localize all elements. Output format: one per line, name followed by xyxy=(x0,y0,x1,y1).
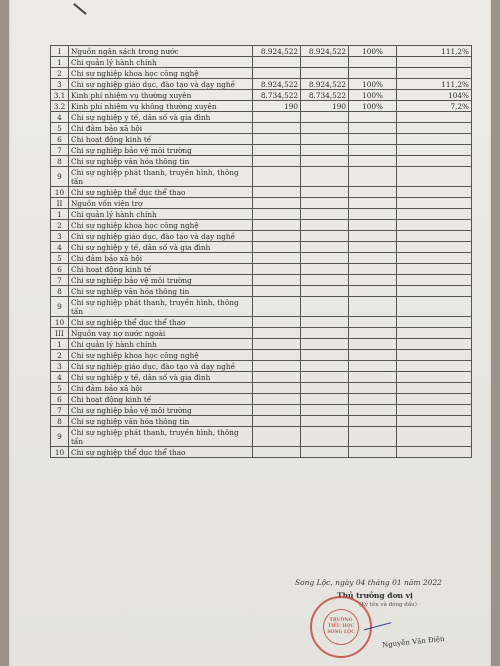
row-percent xyxy=(349,317,397,328)
row-label: Chi quản lý hành chính xyxy=(69,57,253,68)
row-value-2 xyxy=(301,416,349,427)
row-number: 5 xyxy=(51,383,69,394)
row-value-2 xyxy=(301,209,349,220)
row-percent-2 xyxy=(397,187,472,198)
table-row xyxy=(51,339,472,350)
row-label: Chi sự nghiệp bảo vệ môi trường xyxy=(69,275,253,286)
row-label: Chi quản lý hành chính xyxy=(69,339,253,350)
row-label: Chi sự nghiệp khoa học công nghệ xyxy=(69,220,253,231)
seal-text-3: SONG LỘC xyxy=(327,630,355,635)
row-value-2 xyxy=(301,317,349,328)
row-value-2 xyxy=(301,57,349,68)
row-percent-2 xyxy=(397,286,472,297)
row-percent-2 xyxy=(397,167,472,187)
row-percent-2 xyxy=(397,361,472,372)
row-label: Chi sự nghiệp phát thanh, truyền hình, thông tấn xyxy=(69,427,253,447)
row-percent xyxy=(349,231,397,242)
row-percent-2 xyxy=(397,383,472,394)
row-value-2 xyxy=(301,242,349,253)
row-label: Chi hoạt động kinh tế xyxy=(69,264,253,275)
row-percent-2 xyxy=(397,372,472,383)
table-row xyxy=(51,156,472,167)
signer-name: Nguyễn Văn Điện xyxy=(381,634,445,650)
row-label: Chi sự nghiệp y tế, dân số và gia đình xyxy=(69,112,253,123)
row-label: Chi sự nghiệp khoa học công nghệ xyxy=(69,68,253,79)
table-row xyxy=(51,46,472,57)
row-percent-2 xyxy=(397,328,472,339)
row-value-2 xyxy=(301,253,349,264)
row-value-1: 8.924,522 xyxy=(253,79,301,90)
row-number: 10 xyxy=(51,187,69,198)
row-value-1 xyxy=(253,242,301,253)
table-row xyxy=(51,275,472,286)
row-value-2 xyxy=(301,275,349,286)
row-label: Chi sự nghiệp phát thanh, truyền hình, thông tấn xyxy=(69,297,253,317)
row-percent: 100% xyxy=(349,101,397,112)
row-label: Chi sự nghiệp giáo dục, đào tạo và dạy nghề xyxy=(69,231,253,242)
row-number: 1 xyxy=(51,339,69,350)
row-value-1 xyxy=(253,123,301,134)
document-page xyxy=(10,0,490,666)
row-value-2 xyxy=(301,350,349,361)
row-percent xyxy=(349,242,397,253)
table-row xyxy=(51,112,472,123)
row-value-2 xyxy=(301,339,349,350)
table-row xyxy=(51,167,472,187)
row-percent-2 xyxy=(397,112,472,123)
row-percent-2 xyxy=(397,134,472,145)
row-percent xyxy=(349,372,397,383)
row-number: 9 xyxy=(51,297,69,317)
table-row xyxy=(51,253,472,264)
signatory-title: Thủ trưởng đơn vị xyxy=(337,591,413,600)
row-number: 2 xyxy=(51,350,69,361)
row-percent-2 xyxy=(397,447,472,458)
row-label: Chi quản lý hành chính xyxy=(69,209,253,220)
row-percent-2 xyxy=(397,405,472,416)
row-label: Chi sự nghiệp văn hóa thông tin xyxy=(69,416,253,427)
table-row xyxy=(51,317,472,328)
row-value-1 xyxy=(253,297,301,317)
row-number: 2 xyxy=(51,68,69,79)
row-value-2 xyxy=(301,68,349,79)
row-percent-2 xyxy=(397,220,472,231)
row-percent xyxy=(349,112,397,123)
row-number: 4 xyxy=(51,242,69,253)
row-value-1 xyxy=(253,134,301,145)
row-label: Chi sự nghiệp thể dục thể thao xyxy=(69,317,253,328)
row-value-1 xyxy=(253,68,301,79)
row-value-2 xyxy=(301,134,349,145)
row-percent xyxy=(349,339,397,350)
table-row xyxy=(51,198,472,209)
row-value-2 xyxy=(301,198,349,209)
table-row xyxy=(51,134,472,145)
row-number: 7 xyxy=(51,275,69,286)
row-percent-2 xyxy=(397,350,472,361)
row-percent-2 xyxy=(397,198,472,209)
row-number: 4 xyxy=(51,112,69,123)
row-label: Chi sự nghiệp phát thanh, truyền hình, thông tấn xyxy=(69,167,253,187)
row-percent-2 xyxy=(397,242,472,253)
pen-mark xyxy=(73,3,87,15)
row-value-1 xyxy=(253,372,301,383)
row-percent xyxy=(349,156,397,167)
table-row xyxy=(51,328,472,339)
row-value-2 xyxy=(301,167,349,187)
row-percent: 100% xyxy=(349,79,397,90)
row-percent-2 xyxy=(397,427,472,447)
row-percent xyxy=(349,361,397,372)
row-number: 3.1 xyxy=(51,90,69,101)
row-value-1 xyxy=(253,209,301,220)
row-value-1 xyxy=(253,187,301,198)
row-label: Chi sự nghiệp khoa học công nghệ xyxy=(69,350,253,361)
table-row xyxy=(51,286,472,297)
row-percent xyxy=(349,68,397,79)
row-value-2: 8.924,522 xyxy=(301,46,349,57)
table-row xyxy=(51,405,472,416)
row-label: Chi sự nghiệp văn hóa thông tin xyxy=(69,286,253,297)
row-label: Chi sự nghiệp giáo dục, đào tạo và dạy nghề xyxy=(69,79,253,90)
row-value-1 xyxy=(253,394,301,405)
row-value-1 xyxy=(253,405,301,416)
row-number: 4 xyxy=(51,372,69,383)
table-row xyxy=(51,350,472,361)
row-value-1: 8.734,522 xyxy=(253,90,301,101)
row-value-2 xyxy=(301,361,349,372)
row-value-2 xyxy=(301,231,349,242)
footer-date: Song Lộc, ngày 04 tháng 01 năm 2022 xyxy=(295,578,442,587)
row-percent xyxy=(349,220,397,231)
row-percent xyxy=(349,198,397,209)
row-number: I xyxy=(51,46,69,57)
row-number: 2 xyxy=(51,220,69,231)
row-number: 7 xyxy=(51,145,69,156)
row-value-1 xyxy=(253,350,301,361)
row-percent xyxy=(349,187,397,198)
row-value-1 xyxy=(253,328,301,339)
table-row xyxy=(51,394,472,405)
row-number: 7 xyxy=(51,405,69,416)
row-percent xyxy=(349,145,397,156)
row-number: 10 xyxy=(51,447,69,458)
row-percent xyxy=(349,383,397,394)
row-number: 3 xyxy=(51,79,69,90)
row-value-2 xyxy=(301,328,349,339)
row-value-1 xyxy=(253,286,301,297)
row-number: 9 xyxy=(51,167,69,187)
row-value-2 xyxy=(301,187,349,198)
row-number: 5 xyxy=(51,123,69,134)
row-percent xyxy=(349,123,397,134)
row-number: 8 xyxy=(51,286,69,297)
row-value-1: 190 xyxy=(253,101,301,112)
table-row xyxy=(51,231,472,242)
row-number: 6 xyxy=(51,134,69,145)
row-label: Chi sự nghiệp thể dục thể thao xyxy=(69,187,253,198)
row-label: Chi đảm bảo xã hội xyxy=(69,383,253,394)
table-row xyxy=(51,416,472,427)
row-percent xyxy=(349,209,397,220)
row-percent-2: 104% xyxy=(397,90,472,101)
row-value-1 xyxy=(253,264,301,275)
row-percent-2 xyxy=(397,231,472,242)
table-body xyxy=(51,46,472,458)
row-label: Nguồn vay nợ nước ngoài xyxy=(69,328,253,339)
row-value-1 xyxy=(253,112,301,123)
row-value-2: 190 xyxy=(301,101,349,112)
row-percent xyxy=(349,167,397,187)
row-percent-2 xyxy=(397,317,472,328)
table-row xyxy=(51,90,472,101)
row-percent xyxy=(349,350,397,361)
row-label: Chi đảm bảo xã hội xyxy=(69,253,253,264)
row-percent-2 xyxy=(397,339,472,350)
row-percent xyxy=(349,286,397,297)
row-percent xyxy=(349,328,397,339)
row-value-1 xyxy=(253,220,301,231)
row-percent-2 xyxy=(397,394,472,405)
row-percent-2 xyxy=(397,68,472,79)
seal-inner xyxy=(323,609,359,645)
row-percent xyxy=(349,427,397,447)
row-value-1 xyxy=(253,427,301,447)
row-percent xyxy=(349,297,397,317)
row-percent-2: 111,2% xyxy=(397,79,472,90)
table-row xyxy=(51,57,472,68)
row-value-2 xyxy=(301,383,349,394)
row-value-1 xyxy=(253,339,301,350)
row-percent-2 xyxy=(397,275,472,286)
row-value-2 xyxy=(301,220,349,231)
row-percent-2 xyxy=(397,156,472,167)
row-number: 3 xyxy=(51,231,69,242)
row-value-1 xyxy=(253,231,301,242)
row-label: Kinh phí nhiệm vụ không thường xuyên xyxy=(69,101,253,112)
row-percent-2: 111,2% xyxy=(397,46,472,57)
row-value-2 xyxy=(301,264,349,275)
row-value-2 xyxy=(301,112,349,123)
row-value-1 xyxy=(253,275,301,286)
row-number: 8 xyxy=(51,156,69,167)
row-label: Chi sự nghiệp y tế, dân số và gia đình xyxy=(69,372,253,383)
row-value-2 xyxy=(301,156,349,167)
table-row xyxy=(51,187,472,198)
row-value-2 xyxy=(301,394,349,405)
row-number: 10 xyxy=(51,317,69,328)
row-value-2 xyxy=(301,405,349,416)
row-percent-2 xyxy=(397,264,472,275)
table-row xyxy=(51,123,472,134)
row-number: 8 xyxy=(51,416,69,427)
row-percent-2 xyxy=(397,209,472,220)
row-percent: 100% xyxy=(349,90,397,101)
row-value-1 xyxy=(253,145,301,156)
row-percent xyxy=(349,416,397,427)
row-label: Chi sự nghiệp y tế, dân số và gia đình xyxy=(69,242,253,253)
row-value-1 xyxy=(253,361,301,372)
row-percent xyxy=(349,134,397,145)
row-number: 1 xyxy=(51,57,69,68)
seal-text-2: TIỂU HỌC xyxy=(327,624,355,629)
row-number: II xyxy=(51,198,69,209)
row-percent xyxy=(349,57,397,68)
row-percent: 100% xyxy=(349,46,397,57)
row-percent xyxy=(349,264,397,275)
row-percent-2 xyxy=(397,145,472,156)
row-value-1 xyxy=(253,383,301,394)
row-value-2 xyxy=(301,297,349,317)
row-value-1 xyxy=(253,198,301,209)
table-row xyxy=(51,242,472,253)
row-percent-2 xyxy=(397,57,472,68)
table-row xyxy=(51,101,472,112)
row-label: Nguồn ngân sách trong nước xyxy=(69,46,253,57)
row-percent xyxy=(349,447,397,458)
row-label: Nguồn vốn viện trợ xyxy=(69,198,253,209)
table-row xyxy=(51,297,472,317)
row-label: Chi đảm bảo xã hội xyxy=(69,123,253,134)
row-value-2 xyxy=(301,286,349,297)
row-label: Chi hoạt động kinh tế xyxy=(69,394,253,405)
row-number: 3.2 xyxy=(51,101,69,112)
row-percent-2 xyxy=(397,123,472,134)
row-label: Chi sự nghiệp giáo dục, đào tạo và dạy nghề xyxy=(69,361,253,372)
row-label: Chi sự nghiệp văn hóa thông tin xyxy=(69,156,253,167)
row-value-2 xyxy=(301,145,349,156)
row-value-1 xyxy=(253,156,301,167)
row-percent xyxy=(349,275,397,286)
row-value-2: 8.924,522 xyxy=(301,79,349,90)
table-row xyxy=(51,383,472,394)
row-value-2 xyxy=(301,447,349,458)
table-row xyxy=(51,427,472,447)
seal-text-1: TRƯỜNG xyxy=(329,618,353,623)
table-row xyxy=(51,79,472,90)
row-label: Chi hoạt động kinh tế xyxy=(69,134,253,145)
row-value-1 xyxy=(253,447,301,458)
table-row xyxy=(51,361,472,372)
row-label: Chi sự nghiệp bảo vệ môi trường xyxy=(69,405,253,416)
row-value-1 xyxy=(253,317,301,328)
row-number: 5 xyxy=(51,253,69,264)
row-number: 1 xyxy=(51,209,69,220)
row-label: Chi sự nghiệp bảo vệ môi trường xyxy=(69,145,253,156)
row-percent-2: 7,2% xyxy=(397,101,472,112)
row-value-1 xyxy=(253,416,301,427)
row-percent-2 xyxy=(397,253,472,264)
row-number: III xyxy=(51,328,69,339)
row-number: 6 xyxy=(51,394,69,405)
row-number: 9 xyxy=(51,427,69,447)
row-value-1 xyxy=(253,167,301,187)
table-row xyxy=(51,264,472,275)
row-percent xyxy=(349,394,397,405)
row-number: 6 xyxy=(51,264,69,275)
signatory-subtitle: (Ký tên và đóng dấu) xyxy=(359,602,417,608)
budget-table xyxy=(50,45,472,458)
row-percent-2 xyxy=(397,297,472,317)
row-value-2 xyxy=(301,427,349,447)
row-value-2: 8.734,522 xyxy=(301,90,349,101)
row-number: 3 xyxy=(51,361,69,372)
row-value-1 xyxy=(253,57,301,68)
table-row xyxy=(51,447,472,458)
row-percent-2 xyxy=(397,416,472,427)
table-row xyxy=(51,220,472,231)
row-percent xyxy=(349,253,397,264)
table-row xyxy=(51,68,472,79)
row-label: Chi sự nghiệp thể dục thể thao xyxy=(69,447,253,458)
row-value-1: 8.924,522 xyxy=(253,46,301,57)
row-value-2 xyxy=(301,372,349,383)
row-label: Kinh phí nhiệm vụ thường xuyên xyxy=(69,90,253,101)
row-percent xyxy=(349,405,397,416)
row-value-2 xyxy=(301,123,349,134)
table-row xyxy=(51,209,472,220)
table-row xyxy=(51,372,472,383)
row-value-1 xyxy=(253,253,301,264)
table-row xyxy=(51,145,472,156)
